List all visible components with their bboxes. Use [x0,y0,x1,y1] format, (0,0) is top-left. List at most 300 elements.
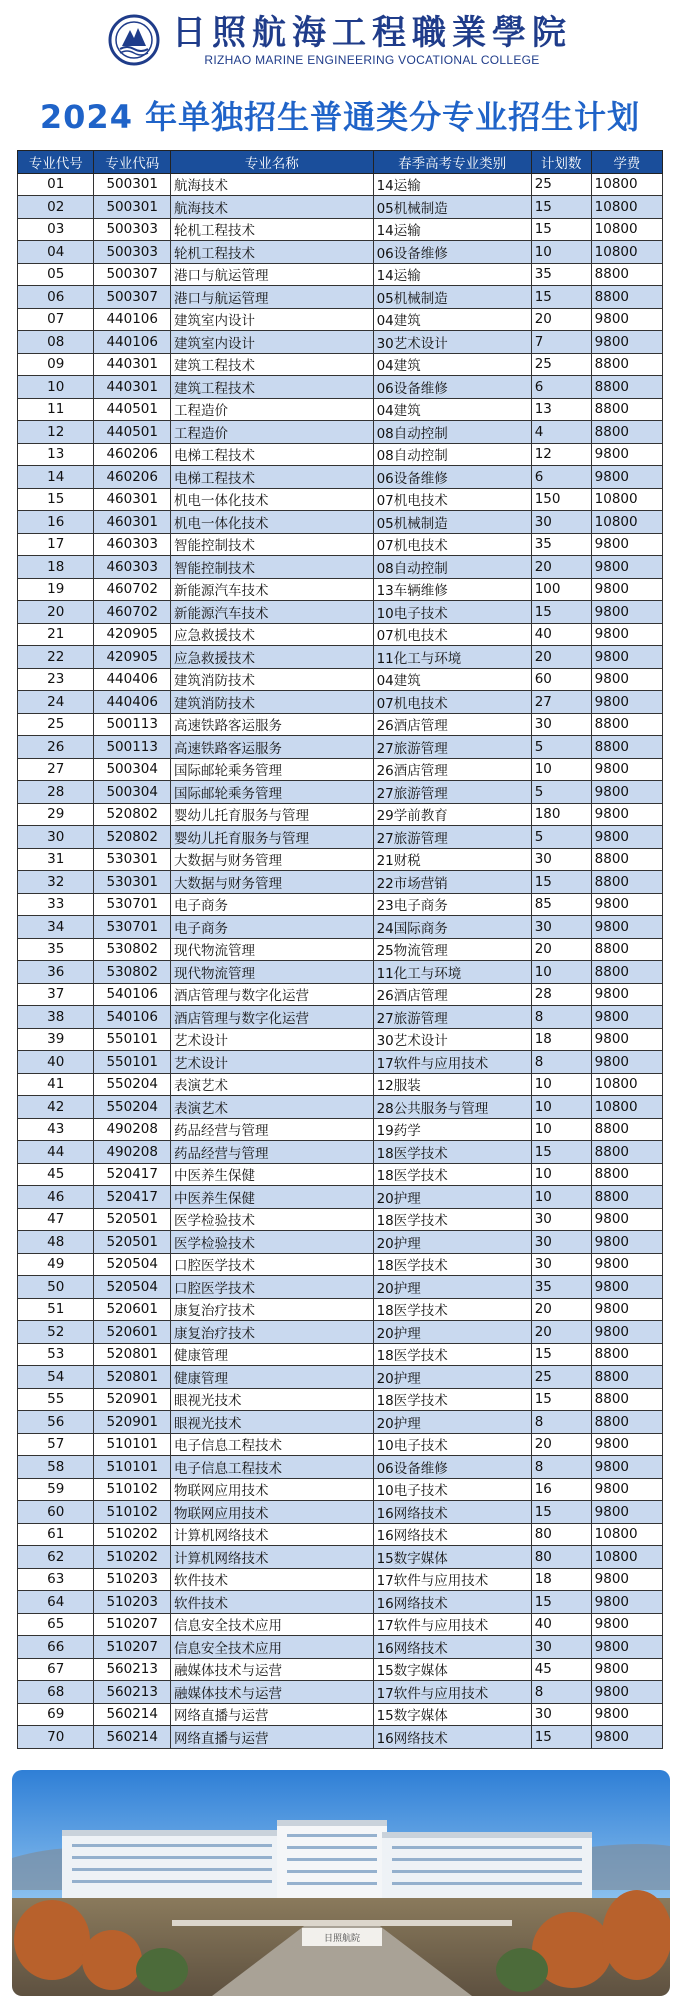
category-cell: 14运输 [373,218,531,241]
major-number-cell: 69 [18,1703,94,1726]
plan-count-cell: 30 [531,1253,591,1276]
major-number-cell: 64 [18,1591,94,1614]
category-cell: 26酒店管理 [373,983,531,1006]
major-number-cell: 48 [18,1231,94,1254]
major-code-cell: 520601 [94,1298,170,1321]
plan-count-cell: 6 [531,376,591,399]
tuition-cell: 9800 [591,623,662,646]
plan-count-cell: 15 [531,1141,591,1164]
major-name-cell: 建筑工程技术 [170,353,373,376]
major-number-cell: 25 [18,713,94,736]
plan-count-cell: 15 [531,196,591,219]
major-number-cell: 61 [18,1523,94,1546]
table-row [18,286,663,309]
tuition-cell: 8800 [591,961,662,984]
category-cell: 06设备维修 [373,466,531,489]
major-number-cell: 54 [18,1366,94,1389]
category-cell: 16网络技术 [373,1523,531,1546]
plan-count-cell: 20 [531,1321,591,1344]
table-row [18,983,663,1006]
category-cell: 28公共服务与管理 [373,1096,531,1119]
table-row [18,1321,663,1344]
major-name-cell: 建筑消防技术 [170,668,373,691]
major-code-cell: 540106 [94,983,170,1006]
table-header-row [18,151,663,174]
tuition-cell: 9800 [591,1253,662,1276]
tuition-cell: 9800 [591,1006,662,1029]
table-row [18,1051,663,1074]
tuition-cell: 10800 [591,1523,662,1546]
tuition-cell: 8800 [591,713,662,736]
plan-count-cell: 30 [531,1208,591,1231]
tuition-cell: 8800 [591,263,662,286]
major-code-cell: 440106 [94,331,170,354]
table-row [18,511,663,534]
tuition-cell: 9800 [591,781,662,804]
major-name-cell: 高速铁路客运服务 [170,713,373,736]
tuition-cell: 9800 [591,578,662,601]
major-name-cell: 航海技术 [170,196,373,219]
plan-count-cell: 20 [531,938,591,961]
tuition-cell: 9800 [591,646,662,669]
major-number-cell: 68 [18,1681,94,1704]
major-code-cell: 420905 [94,646,170,669]
plan-count-cell: 8 [531,1411,591,1434]
major-number-cell: 02 [18,196,94,219]
major-code-cell: 460301 [94,488,170,511]
major-number-cell: 44 [18,1141,94,1164]
category-cell: 18医学技术 [373,1343,531,1366]
tuition-cell: 10800 [591,1073,662,1096]
tuition-cell: 9800 [591,331,662,354]
major-code-cell: 510101 [94,1433,170,1456]
plan-count-cell: 30 [531,848,591,871]
major-code-cell: 520504 [94,1276,170,1299]
table-row [18,488,663,511]
category-cell: 16网络技术 [373,1726,531,1749]
category-cell: 17软件与应用技术 [373,1051,531,1074]
tuition-cell: 9800 [591,1568,662,1591]
tuition-cell: 9800 [591,983,662,1006]
major-number-cell: 50 [18,1276,94,1299]
table-row [18,1456,663,1479]
major-name-cell: 工程造价 [170,421,373,444]
category-cell: 30艺术设计 [373,1028,531,1051]
major-number-cell: 59 [18,1478,94,1501]
major-number-cell: 67 [18,1658,94,1681]
major-code-cell: 500303 [94,241,170,264]
major-name-cell: 融媒体技术与运营 [170,1681,373,1704]
major-code-cell: 460206 [94,466,170,489]
category-cell: 20护理 [373,1411,531,1434]
plan-count-cell: 15 [531,1591,591,1614]
table-row [18,1388,663,1411]
major-code-cell: 460303 [94,533,170,556]
major-name-cell: 艺术设计 [170,1051,373,1074]
table-row [18,938,663,961]
tuition-cell: 10800 [591,511,662,534]
major-code-cell: 500304 [94,758,170,781]
table-row [18,1141,663,1164]
major-code-cell: 500113 [94,713,170,736]
category-cell: 06设备维修 [373,376,531,399]
major-name-cell: 轮机工程技术 [170,241,373,264]
tuition-cell: 8800 [591,1141,662,1164]
table-row [18,601,663,624]
major-name-cell: 现代物流管理 [170,938,373,961]
category-cell: 07机电技术 [373,623,531,646]
plan-count-cell: 25 [531,1366,591,1389]
table-row [18,1208,663,1231]
plan-count-cell: 30 [531,1703,591,1726]
major-number-cell: 28 [18,781,94,804]
major-number-cell: 53 [18,1343,94,1366]
table-row [18,421,663,444]
category-cell: 18医学技术 [373,1298,531,1321]
major-name-cell: 智能控制技术 [170,556,373,579]
major-number-cell: 51 [18,1298,94,1321]
tuition-cell: 9800 [591,1028,662,1051]
category-cell: 05机械制造 [373,196,531,219]
major-name-cell: 电子商务 [170,893,373,916]
plan-count-cell: 15 [531,286,591,309]
table-row [18,308,663,331]
tuition-cell: 10800 [591,218,662,241]
major-name-cell: 健康管理 [170,1366,373,1389]
table-row [18,1096,663,1119]
major-number-cell: 26 [18,736,94,759]
plan-count-cell: 85 [531,893,591,916]
major-name-cell: 康复治疗技术 [170,1321,373,1344]
major-code-cell: 540106 [94,1006,170,1029]
major-code-cell: 530701 [94,893,170,916]
plan-count-cell: 15 [531,1343,591,1366]
major-name-cell: 物联网应用技术 [170,1478,373,1501]
tuition-cell: 10800 [591,241,662,264]
tuition-cell: 9800 [591,443,662,466]
category-cell: 04建筑 [373,668,531,691]
major-code-cell: 560213 [94,1681,170,1704]
table-row [18,533,663,556]
category-cell: 27旅游管理 [373,781,531,804]
major-name-cell: 艺术设计 [170,1028,373,1051]
major-code-cell: 530802 [94,938,170,961]
tuition-cell: 9800 [591,1726,662,1749]
table-row [18,736,663,759]
table-row [18,466,663,489]
major-code-cell: 520802 [94,826,170,849]
plan-count-cell: 8 [531,1681,591,1704]
plan-count-cell: 30 [531,1636,591,1659]
category-cell: 29学前教育 [373,803,531,826]
plan-count-cell: 35 [531,533,591,556]
tuition-cell: 9800 [591,1591,662,1614]
major-number-cell: 42 [18,1096,94,1119]
major-name-cell: 电梯工程技术 [170,443,373,466]
plan-count-cell: 20 [531,1433,591,1456]
category-cell: 20护理 [373,1321,531,1344]
category-cell: 18医学技术 [373,1388,531,1411]
major-code-cell: 520901 [94,1411,170,1434]
plan-count-cell: 20 [531,1298,591,1321]
major-name-cell: 机电一体化技术 [170,511,373,534]
major-number-cell: 58 [18,1456,94,1479]
category-cell: 15数字媒体 [373,1546,531,1569]
table-row [18,961,663,984]
major-number-cell: 27 [18,758,94,781]
major-number-cell: 29 [18,803,94,826]
major-number-cell: 24 [18,691,94,714]
column-header: 学费 [591,151,662,174]
tuition-cell: 9800 [591,758,662,781]
tuition-cell: 9800 [591,1636,662,1659]
category-cell: 27旅游管理 [373,736,531,759]
enrollment-plan-table [17,150,663,1749]
plan-count-cell: 20 [531,308,591,331]
category-cell: 07机电技术 [373,488,531,511]
tuition-cell: 8800 [591,398,662,421]
category-cell: 23电子商务 [373,893,531,916]
table-row [18,1073,663,1096]
plan-count-cell: 30 [531,1231,591,1254]
table-row [18,848,663,871]
major-number-cell: 62 [18,1546,94,1569]
category-cell: 10电子技术 [373,1433,531,1456]
major-number-cell: 06 [18,286,94,309]
major-code-cell: 440301 [94,353,170,376]
major-name-cell: 工程造价 [170,398,373,421]
major-number-cell: 36 [18,961,94,984]
major-code-cell: 440301 [94,376,170,399]
major-name-cell: 建筑室内设计 [170,308,373,331]
tuition-cell: 9800 [591,1051,662,1074]
table-row [18,1613,663,1636]
plan-count-cell: 8 [531,1051,591,1074]
table-row [18,781,663,804]
table-row [18,1591,663,1614]
major-code-cell: 460303 [94,556,170,579]
major-code-cell: 520802 [94,803,170,826]
tuition-cell: 9800 [591,1456,662,1479]
major-name-cell: 口腔医学技术 [170,1276,373,1299]
tuition-cell: 9800 [591,466,662,489]
category-cell: 20护理 [373,1186,531,1209]
major-name-cell: 新能源汽车技术 [170,578,373,601]
major-number-cell: 39 [18,1028,94,1051]
major-number-cell: 14 [18,466,94,489]
major-code-cell: 520501 [94,1231,170,1254]
table-row [18,1546,663,1569]
major-name-cell: 高速铁路客运服务 [170,736,373,759]
major-name-cell: 港口与航运管理 [170,286,373,309]
tuition-cell: 9800 [591,916,662,939]
major-name-cell: 轮机工程技术 [170,218,373,241]
major-code-cell: 460702 [94,601,170,624]
major-code-cell: 500301 [94,173,170,196]
major-number-cell: 52 [18,1321,94,1344]
major-name-cell: 大数据与财务管理 [170,871,373,894]
major-code-cell: 560213 [94,1658,170,1681]
major-number-cell: 01 [18,173,94,196]
major-code-cell: 520801 [94,1366,170,1389]
major-code-cell: 510102 [94,1501,170,1524]
major-code-cell: 560214 [94,1703,170,1726]
table-row [18,1163,663,1186]
plan-count-cell: 18 [531,1568,591,1591]
major-name-cell: 信息安全技术应用 [170,1613,373,1636]
table-row [18,1186,663,1209]
plan-count-cell: 20 [531,646,591,669]
major-code-cell: 440501 [94,421,170,444]
category-cell: 08自动控制 [373,443,531,466]
category-cell: 14运输 [373,263,531,286]
table-row [18,1253,663,1276]
plan-count-cell: 100 [531,578,591,601]
major-code-cell: 530301 [94,848,170,871]
plan-count-cell: 10 [531,1186,591,1209]
table-row [18,1726,663,1749]
tuition-cell: 8800 [591,1163,662,1186]
tuition-cell: 9800 [591,601,662,624]
category-cell: 04建筑 [373,353,531,376]
major-name-cell: 医学检验技术 [170,1208,373,1231]
tuition-cell: 9800 [591,1658,662,1681]
tuition-cell: 9800 [591,691,662,714]
major-code-cell: 510207 [94,1636,170,1659]
tuition-cell: 8800 [591,736,662,759]
category-cell: 05机械制造 [373,511,531,534]
major-code-cell: 460702 [94,578,170,601]
tuition-cell: 9800 [591,556,662,579]
major-number-cell: 30 [18,826,94,849]
category-cell: 18医学技术 [373,1208,531,1231]
major-number-cell: 57 [18,1433,94,1456]
category-cell: 16网络技术 [373,1636,531,1659]
campus-sign: 日照航院 [323,1934,361,1944]
campus-photo [12,1770,670,1996]
major-code-cell: 550101 [94,1028,170,1051]
table-row [18,871,663,894]
table-row [18,173,663,196]
tuition-cell: 8800 [591,353,662,376]
major-code-cell: 500303 [94,218,170,241]
major-name-cell: 建筑工程技术 [170,376,373,399]
major-number-cell: 08 [18,331,94,354]
major-code-cell: 500113 [94,736,170,759]
tuition-cell: 8800 [591,1388,662,1411]
category-cell: 06设备维修 [373,241,531,264]
category-cell: 15数字媒体 [373,1703,531,1726]
major-name-cell: 表演艺术 [170,1096,373,1119]
major-code-cell: 520901 [94,1388,170,1411]
category-cell: 07机电技术 [373,533,531,556]
plan-count-cell: 7 [531,331,591,354]
major-code-cell: 500301 [94,196,170,219]
table-row [18,398,663,421]
table-row [18,1478,663,1501]
plan-count-cell: 150 [531,488,591,511]
plan-count-cell: 35 [531,1276,591,1299]
major-number-cell: 04 [18,241,94,264]
category-cell: 18医学技术 [373,1141,531,1164]
major-name-cell: 网络直播与运营 [170,1726,373,1749]
school-name-en: RIZHAO MARINE ENGINEERING VOCATIONAL COLLEGE [204,53,540,67]
category-cell: 30艺术设计 [373,331,531,354]
category-cell: 17软件与应用技术 [373,1568,531,1591]
plan-count-cell: 80 [531,1523,591,1546]
plan-count-cell: 10 [531,1096,591,1119]
plan-count-cell: 4 [531,421,591,444]
major-name-cell: 网络直播与运营 [170,1703,373,1726]
major-number-cell: 16 [18,511,94,534]
major-code-cell: 530701 [94,916,170,939]
table-row [18,1501,663,1524]
category-cell: 16网络技术 [373,1591,531,1614]
plan-count-cell: 10 [531,241,591,264]
plan-count-cell: 5 [531,826,591,849]
category-cell: 26酒店管理 [373,758,531,781]
plan-count-cell: 15 [531,1726,591,1749]
major-code-cell: 500304 [94,781,170,804]
table-row [18,1298,663,1321]
tuition-cell: 8800 [591,286,662,309]
major-code-cell: 440406 [94,668,170,691]
column-header: 专业名称 [170,151,373,174]
school-header [0,0,680,80]
major-name-cell: 软件技术 [170,1568,373,1591]
major-name-cell: 建筑室内设计 [170,331,373,354]
major-number-cell: 31 [18,848,94,871]
category-cell: 27旅游管理 [373,826,531,849]
plan-count-cell: 5 [531,781,591,804]
major-code-cell: 500307 [94,286,170,309]
major-name-cell: 电梯工程技术 [170,466,373,489]
major-number-cell: 60 [18,1501,94,1524]
major-name-cell: 医学检验技术 [170,1231,373,1254]
category-cell: 17软件与应用技术 [373,1613,531,1636]
plan-count-cell: 5 [531,736,591,759]
major-name-cell: 计算机网络技术 [170,1546,373,1569]
plan-count-cell: 8 [531,1456,591,1479]
category-cell: 25物流管理 [373,938,531,961]
major-code-cell: 510207 [94,1613,170,1636]
major-name-cell: 国际邮轮乘务管理 [170,781,373,804]
major-name-cell: 新能源汽车技术 [170,601,373,624]
table-row [18,1366,663,1389]
category-cell: 04建筑 [373,398,531,421]
tuition-cell: 9800 [591,1276,662,1299]
table-row [18,1343,663,1366]
major-number-cell: 03 [18,218,94,241]
table-row [18,241,663,264]
table-row [18,803,663,826]
category-cell: 15数字媒体 [373,1658,531,1681]
major-code-cell: 460301 [94,511,170,534]
tuition-cell: 10800 [591,1546,662,1569]
major-name-cell: 信息安全技术应用 [170,1636,373,1659]
major-number-cell: 47 [18,1208,94,1231]
tuition-cell: 8800 [591,1411,662,1434]
table-row [18,623,663,646]
major-number-cell: 70 [18,1726,94,1749]
tuition-cell: 9800 [591,1231,662,1254]
major-name-cell: 眼视光技术 [170,1388,373,1411]
major-code-cell: 550204 [94,1073,170,1096]
category-cell: 08自动控制 [373,556,531,579]
major-name-cell: 眼视光技术 [170,1411,373,1434]
category-cell: 16网络技术 [373,1501,531,1524]
plan-count-cell: 10 [531,1118,591,1141]
